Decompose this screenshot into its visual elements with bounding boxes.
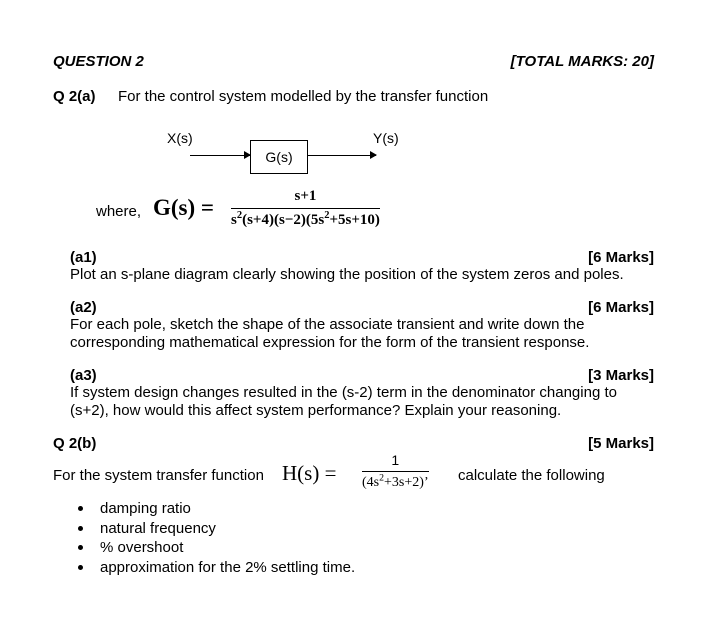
output-arrow	[308, 155, 376, 156]
q2b-bullet-list	[78, 499, 355, 577]
g-equation-fraction	[231, 188, 380, 229]
h-denominator: $(4s^2+3s+2)$’	[362, 472, 429, 490]
q2a-intro: For the control system modelled by the transfer function	[118, 88, 489, 105]
equation-where-label: where,	[96, 203, 142, 220]
h-equation-lhs: H(s) =	[282, 461, 337, 485]
part-a2-marks: [6 Marks]	[588, 299, 654, 316]
part-a2-text-line: corresponding mathematical expression for the form of the transient response.	[70, 334, 590, 351]
g-equation-lhs: G(s) =	[153, 195, 215, 220]
part-a1-marks: [6 Marks]	[588, 249, 654, 266]
list-item: damping ratio	[78, 499, 355, 519]
q2b-label: Q 2(b)	[53, 435, 97, 452]
part-a3-text-line: If system design changes resulted in the (s-2) term in the denominator changing to	[70, 384, 617, 401]
output-signal-label: Y(s)	[373, 130, 399, 146]
input-signal-label: X(s)	[167, 130, 193, 146]
total-marks: [TOTAL MARKS: 20]	[510, 53, 654, 70]
list-item: approximation for the 2% settling time.	[78, 558, 355, 578]
part-a1-text: Plot an s-plane diagram clearly showing the position of the system zeros and poles.	[70, 266, 624, 283]
question-title: QUESTION 2	[53, 53, 144, 70]
q2a-label: Q 2(a)	[53, 88, 96, 105]
input-arrow	[190, 155, 250, 156]
q2b-intro: For the system transfer function	[53, 467, 264, 484]
list-item: % overshoot	[78, 538, 355, 558]
q2b-marks: [5 Marks]	[588, 435, 654, 452]
part-a3-label: (a3)	[70, 367, 97, 384]
g-numerator: s+1	[294, 188, 317, 204]
list-item: natural frequency	[78, 519, 355, 539]
transfer-function-block: G(s)	[250, 140, 308, 174]
part-a1-label: (a1)	[70, 249, 97, 266]
block-diagram	[150, 122, 420, 182]
h-numerator: 1	[391, 452, 400, 468]
h-equation-fraction	[362, 452, 429, 491]
part-a2-text-line: For each pole, sketch the shape of the associate transient and write down the	[70, 316, 585, 333]
part-a2-label: (a2)	[70, 299, 97, 316]
part-a3-text-line: (s+2), how would this affect system performance? Explain your reasoning.	[70, 402, 562, 419]
q2b-after-text: calculate the following	[458, 467, 605, 484]
part-a3-marks: [3 Marks]	[588, 367, 654, 384]
g-denominator: $s^2(s+4)(s-2)(5s^2+5s+10)$	[231, 210, 380, 228]
